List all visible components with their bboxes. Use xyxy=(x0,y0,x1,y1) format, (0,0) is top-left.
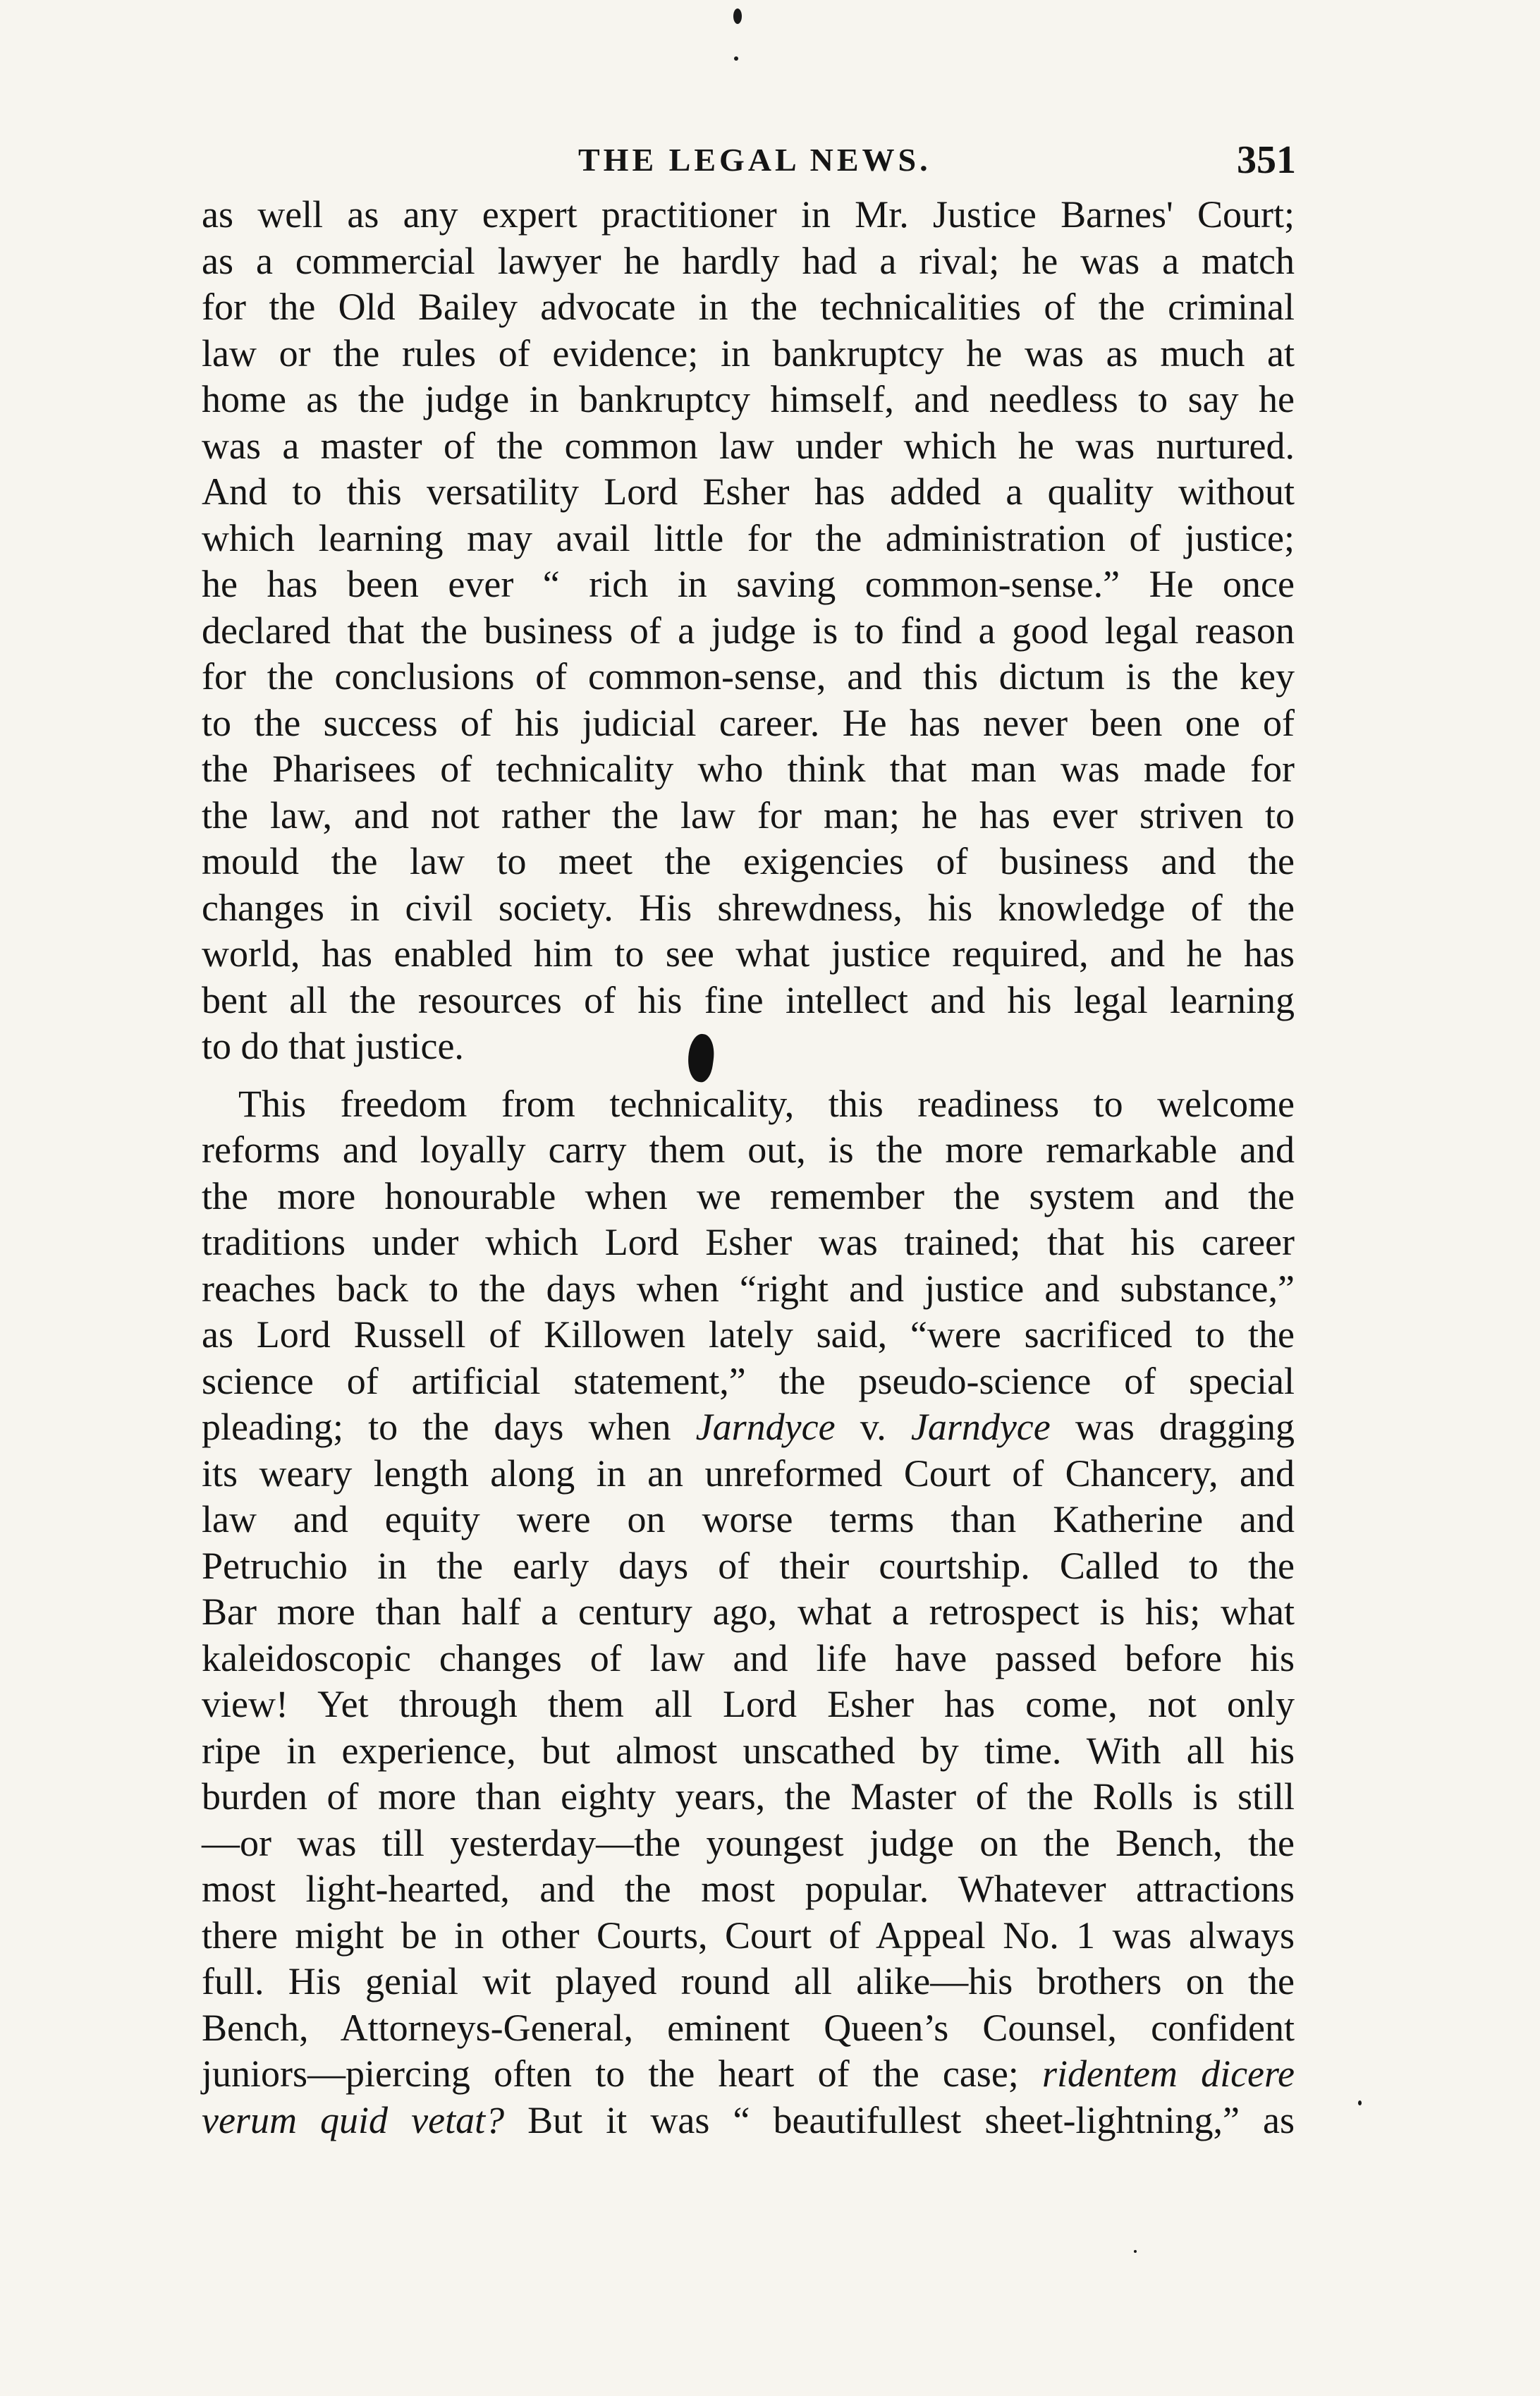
text-line: —or was till yesterday—the youngest judge on the Bench, the xyxy=(202,1821,1295,1864)
text-line: Bench, Attorneys-General, eminent Queen’s Counsel, confident xyxy=(202,2006,1295,2049)
text-line: the law, and not rather the law for man; he has ever striven to xyxy=(202,793,1295,837)
text-line: kaleidoscopic changes of law and life have passed before his xyxy=(202,1636,1295,1679)
ink-speck xyxy=(1134,2250,1137,2253)
text-run: But it was “ beautifullest sheet-lightning,” as xyxy=(504,2098,1295,2141)
paragraph-1 xyxy=(202,192,1295,1070)
text-line: This freedom from technicality, this readiness to welcome xyxy=(238,1082,1295,1125)
text-line: mould the law to meet the exigencies of business and the xyxy=(202,840,1295,882)
text-line: Bar more than half a century ago, what a retrospect is his; what xyxy=(202,1591,1295,1633)
latin-quotation: ridentem dicere xyxy=(1041,2053,1295,2095)
case-name: Jarndyce xyxy=(910,1406,1051,1448)
text-line: he has been ever “ rich in saving common-sense.” He once xyxy=(202,563,1295,605)
text-line xyxy=(202,2098,1295,2144)
text-line: world, has enabled him to see what justice required, and he has xyxy=(202,932,1295,975)
text-line: traditions under which Lord Esher was trained; that his career xyxy=(202,1221,1295,1263)
case-name: Jarndyce xyxy=(695,1406,836,1448)
text-line: Petruchio in the early days of their courtship. Called to the xyxy=(202,1544,1295,1587)
text-line: law and equity were on worse terms than Katherine and xyxy=(202,1498,1295,1540)
text-run: juniors—piercing often to the heart of the case; xyxy=(202,2053,1042,2095)
text-line: science of artificial statement,” the pseudo-science of special xyxy=(202,1359,1295,1402)
text-line: the Pharisees of technicality who think that man was made for xyxy=(202,748,1295,790)
text-line xyxy=(202,1404,1295,1451)
text-line: as a commercial lawyer he hardly had a rival; he was a match xyxy=(202,239,1295,282)
text-run: pleading; to the days when xyxy=(202,1406,696,1448)
page-header xyxy=(203,135,1296,185)
paragraph-2 xyxy=(202,1081,1295,2144)
ink-speck xyxy=(734,56,738,61)
text-line: to do that justice. xyxy=(202,1025,464,1067)
latin-quotation: verum quid vetat? xyxy=(202,2098,505,2141)
text-line: to the success of his judicial career. He has never been one of xyxy=(202,701,1295,744)
text-line: bent all the resources of his fine intellect and his legal learning xyxy=(202,978,1295,1021)
text-line: for the Old Bailey advocate in the technicalities of the criminal xyxy=(202,286,1295,328)
text-line: which learning may avail little for the administration of justice; xyxy=(202,516,1295,559)
page-number: 351 xyxy=(1237,138,1296,182)
text-line: for the conclusions of common-sense, and this dictum is the key xyxy=(202,655,1295,698)
body-text xyxy=(202,192,1295,2143)
text-line: declared that the business of a judge is to find a good legal reason xyxy=(202,609,1295,652)
text-run: was dragging xyxy=(1050,1406,1295,1448)
text-line: the more honourable when we remember the system and the xyxy=(202,1174,1295,1217)
text-line: burden of more than eighty years, the Master of the Rolls is still xyxy=(202,1775,1295,1818)
text-line: home as the judge in bankruptcy himself, and needless to say he xyxy=(202,378,1295,420)
text-line: ripe in experience, but almost unscathed by time. With all his xyxy=(202,1729,1295,1772)
text-line: as Lord Russell of Killowen lately said, “were sacrificed to the xyxy=(202,1313,1295,1356)
text-line: its weary length along in an unreformed Court of Chancery, and xyxy=(202,1452,1295,1495)
ink-speck xyxy=(733,8,742,24)
ink-speck xyxy=(1358,2100,1362,2105)
text-line: there might be in other Courts, Court of Appeal No. 1 was always xyxy=(202,1914,1295,1957)
text-line: full. His genial wit played round all alike—his brothers on the xyxy=(202,1960,1295,2002)
text-line: view! Yet through them all Lord Esher has come, not only xyxy=(202,1683,1295,1725)
text-run: v. xyxy=(835,1406,911,1448)
text-line: reaches back to the days when “right and justice and substance,” xyxy=(202,1267,1295,1310)
text-line: was a master of the common law under which he was nurtured. xyxy=(202,424,1295,467)
running-head: THE LEGAL NEWS. xyxy=(578,142,931,178)
text-line: And to this versatility Lord Esher has added a quality without xyxy=(202,470,1295,513)
text-line: reforms and loyally carry them out, is the more remarkable and xyxy=(202,1129,1295,1171)
text-line xyxy=(202,2051,1295,2098)
text-line: law or the rules of evidence; in bankruptcy he was as much at xyxy=(202,332,1295,375)
text-line: most light-hearted, and the most popular. Whatever attractions xyxy=(202,1868,1295,1910)
text-line: changes in civil society. His shrewdness, his knowledge of the xyxy=(202,886,1295,929)
text-line: as well as any expert practitioner in Mr. Justice Barnes' Court; xyxy=(202,193,1295,236)
